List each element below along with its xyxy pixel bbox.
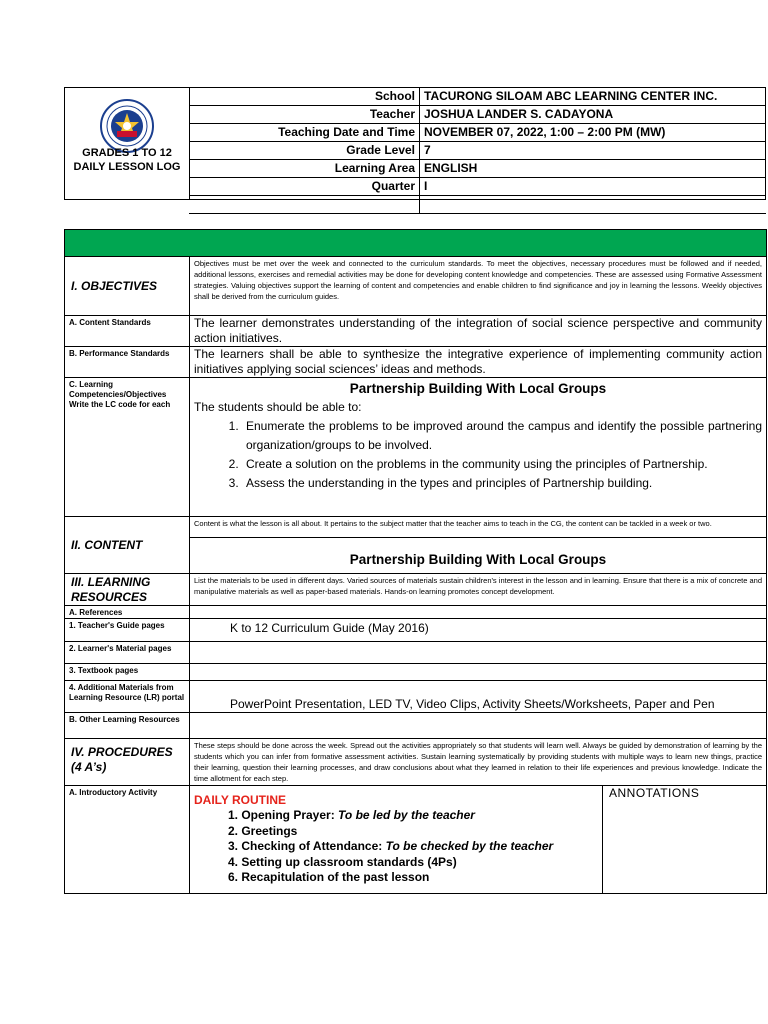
introductory-activity-label: A. Introductory Activity xyxy=(65,786,190,894)
resources-note: List the materials to be used in different days. Varied sources of materials sustain children's interest in the lesson and in learning. Ensure that there is a mix of concrete and manipulative materials as well as paper-based materials. Hands-on learning promotes concept development. xyxy=(190,574,767,606)
references-row xyxy=(65,606,767,619)
quarter-label: Quarter xyxy=(189,178,420,196)
teachers-guide-label: 1. Teacher's Guide pages xyxy=(65,619,190,642)
header-row-date xyxy=(189,124,766,142)
textbook-row xyxy=(65,664,767,681)
header-row-school xyxy=(189,88,766,106)
competencies-title: Partnership Building With Local Groups xyxy=(349,381,607,396)
header-row-teacher xyxy=(189,106,766,124)
teachers-guide-row xyxy=(65,619,767,642)
competency-item: 1. Enumerate the problems to be improved around the campus and identify the possible partnering organization/groups to be involved. xyxy=(242,417,762,455)
procedures-row xyxy=(65,739,767,786)
area-value: ENGLISH xyxy=(420,160,767,178)
competencies-label-line2: Write the LC code for each xyxy=(69,400,171,409)
performance-standards-row xyxy=(65,347,767,378)
empty-label xyxy=(189,196,420,214)
competencies-label-line1: C. Learning Competencies/Objectives xyxy=(69,380,167,399)
objectives-label: I. OBJECTIVES xyxy=(65,257,190,316)
teacher-value: JOSHUA LANDER S. CADAYONA xyxy=(420,106,767,124)
grade-value: 7 xyxy=(420,142,767,160)
competencies-intro: The students should be able to: xyxy=(194,400,362,414)
procedures-label-line2: (4 A’s) xyxy=(71,760,107,774)
daily-routine-title: DAILY ROUTINE xyxy=(194,793,287,807)
additional-materials-row xyxy=(65,681,767,713)
content-standards-text: The learner demonstrates understanding of the integration of social science perspective and community action initiatives. xyxy=(190,316,767,347)
header-title-cell xyxy=(65,88,190,199)
resources-row xyxy=(65,574,767,606)
textbook-value xyxy=(190,664,767,681)
header-title-line2: DAILY LESSON LOG xyxy=(73,161,181,173)
annotations-header: ANNOTATIONS xyxy=(603,786,767,894)
content-note-row xyxy=(65,517,767,538)
references-label: A. References xyxy=(65,606,190,619)
header-row-area xyxy=(189,160,766,178)
header-row-grade xyxy=(189,142,766,160)
lesson-log-table xyxy=(64,229,767,894)
other-resources-row xyxy=(65,713,767,739)
date-value: NOVEMBER 07, 2022, 1:00 – 2:00 PM (MW) xyxy=(420,124,767,142)
content-title: Partnership Building With Local Groups xyxy=(349,552,607,567)
additional-materials-value: PowerPoint Presentation, LED TV, Video Clips, Activity Sheets/Worksheets, Paper and Pen xyxy=(190,681,767,713)
quarter-value: I xyxy=(420,178,767,196)
routine-item: 1. Opening Prayer: To be led by the teacher xyxy=(228,808,475,822)
daily-routine-cell xyxy=(190,786,603,894)
teachers-guide-value: K to 12 Curriculum Guide (May 2016) xyxy=(190,619,767,642)
objectives-note: Objectives must be met over the week and connected to the curriculum standards. To meet the objectives, necessary procedures must be followed and if needed, additional lessons, exercises and remedial activities may be done for developing content knowledge and competencies. These are assessed using Formative Assessment strategies. Valuing objectives support the learning of content and competencies and enable children to find significance and joy in learning the lessons. Weekly objectives shall be derived from the curriculum guides. xyxy=(190,257,767,316)
procedures-label xyxy=(65,739,190,786)
header-row-empty xyxy=(189,196,766,214)
procedures-note: These steps should be done across the week. Spread out the activities appropriately so that students will learn well. Always be guided by demonstration of learning by the students which you can infer from formative assessment activities. Sustain learning systematically by providing students with multiple ways to learn new things, practice their learning, question their learning processes, and draw conclusions about what they learned in relation to their life experiences and previous knowledge. Indicate the time allotment for each step. xyxy=(190,739,767,786)
content-label: II. CONTENT xyxy=(65,517,190,574)
area-label: Learning Area xyxy=(189,160,420,178)
header-row-quarter xyxy=(189,178,766,196)
objectives-row xyxy=(65,257,767,316)
learners-material-label: 2. Learner's Material pages xyxy=(65,642,190,664)
competencies-list xyxy=(194,417,762,493)
learners-material-value xyxy=(190,642,767,664)
competency-item: 3. Assess the understanding in the types and principles of Partnership building. xyxy=(242,474,762,493)
content-title-cell xyxy=(190,538,767,574)
introductory-activity-row xyxy=(65,786,767,894)
header-title-line1: GRADES 1 TO 12 xyxy=(82,147,172,159)
routine-item: 6. Recapitulation of the past lesson xyxy=(228,870,430,884)
competency-item: 2. Create a solution on the problems in the community using the principles of Partnership. xyxy=(242,455,762,474)
additional-materials-label: 4. Additional Materials from Learning Resource (LR) portal xyxy=(65,681,190,713)
routine-item: 3. Checking of Attendance: To be checked by the teacher xyxy=(228,839,554,853)
other-resources-label: B. Other Learning Resources xyxy=(65,713,190,739)
resources-label: III. LEARNING RESOURCES xyxy=(65,574,190,606)
competencies-cell xyxy=(190,378,767,517)
grade-label: Grade Level xyxy=(189,142,420,160)
competencies-row xyxy=(65,378,767,517)
performance-standards-label: B. Performance Standards xyxy=(65,347,190,378)
other-resources-value xyxy=(190,713,767,739)
textbook-label: 3. Textbook pages xyxy=(65,664,190,681)
content-note: Content is what the lesson is all about. It pertains to the subject matter that the teacher aims to teach in the CG, the content can be tackled in a week or two. xyxy=(190,517,767,538)
procedures-label-line1: IV. PROCEDURES xyxy=(71,745,173,759)
performance-standards-text: The learners shall be able to synthesize the integrative experience of implementing community action initiatives applying social sciences’ ideas and methods. xyxy=(190,347,767,378)
routine-item: 4. Setting up classroom standards (4Ps) xyxy=(228,854,457,869)
header-info-table xyxy=(189,88,766,214)
school-value: TACURONG SILOAM ABC LEARNING CENTER INC. xyxy=(420,88,767,106)
green-banner xyxy=(65,230,767,257)
lesson-log-header xyxy=(64,87,766,200)
learners-material-row xyxy=(65,642,767,664)
content-standards-label: A. Content Standards xyxy=(65,316,190,347)
content-standards-row xyxy=(65,316,767,347)
date-label: Teaching Date and Time xyxy=(189,124,420,142)
references-value xyxy=(190,606,767,619)
competencies-label xyxy=(65,378,190,517)
routine-item: 2. Greetings xyxy=(228,823,298,838)
empty-value xyxy=(420,196,767,214)
green-banner-row xyxy=(65,230,767,257)
teacher-label: Teacher xyxy=(189,106,420,124)
school-label: School xyxy=(189,88,420,106)
